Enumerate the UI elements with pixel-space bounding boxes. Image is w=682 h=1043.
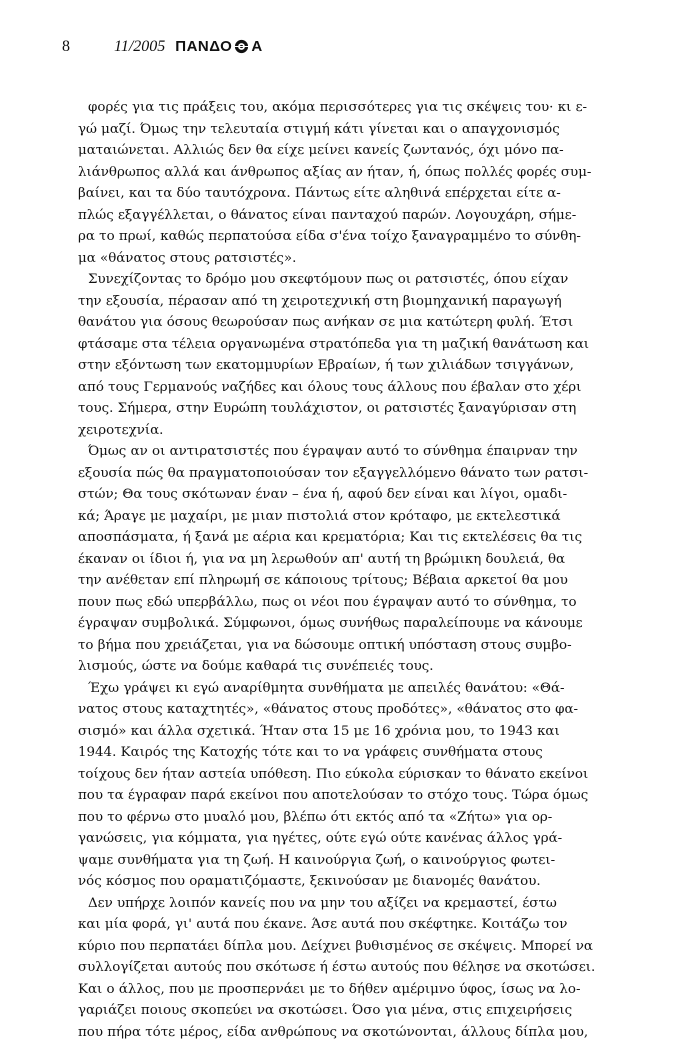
running-head xyxy=(62,38,263,56)
text-line: που τα έγραφαν παρά εκείνοι που αποτελούσαν το στόχο τους. Τώρα όμως xyxy=(78,785,638,807)
paragraph xyxy=(78,269,638,441)
text-line: πουν πως εδώ υπερβάλλω, πως οι νέοι που έγραψαν αυτό το σύνθημα, το xyxy=(78,592,638,614)
text-line: τους. Σήμερα, στην Ευρώπη τουλάχιστον, οι ρατσιστές ξαναγύρισαν στη xyxy=(78,398,638,420)
journal-title-right: Α xyxy=(251,38,262,55)
text-line: Και ο άλλος, που με προσπερνάει με το δήθεν αμέριμνο ύφος, ίσως να λο- xyxy=(78,979,638,1001)
text-line: έγραψαν συμβολικά. Σύμφωνοι, όμως συνήθως παραλείπουμε να κάνουμε xyxy=(78,613,638,635)
text-line: τοίχους δεν ήταν αστεία υπόθεση. Πιο εύκολα εύρισκαν το θάνατο εκείνοι xyxy=(78,764,638,786)
page-number: 8 xyxy=(62,38,114,56)
text-line: στην εξόντωση των εκατομμυρίων Εβραίων, ή των χιλιάδων τσιγγάνων, xyxy=(78,355,638,377)
paragraph xyxy=(78,97,638,269)
text-line: λισμούς, ώστε να δούμε καθαρά τις συνέπειές τους. xyxy=(78,656,638,678)
text-line: φτάσαμε στα τέλεια οργανωμένα στρατόπεδα για τη μαζική θανάτωση και xyxy=(78,334,638,356)
text-line: χειροτεχνία. xyxy=(78,420,638,442)
text-line: που πήρα τότε μέρος, είδα ανθρώπους να σκοτώνονται, άλλους δίπλα μου, xyxy=(78,1022,638,1043)
text-line: κά; Άραγε με μαχαίρι, με μιαν πιστολιά στον κρόταφο, με εκτελεστικά xyxy=(78,506,638,528)
text-line: αποσπάσματα, ή ξανά με αέρια και κρεματόρια; Και τις εκτελέσεις θα τις xyxy=(78,527,638,549)
text-line: λιάνθρωπος αλλά και άνθρωπος αξίας αν ήταν, ή, όπως πολλές φορές συμ- xyxy=(78,162,638,184)
text-line: νός κόσμος που οραματιζόμαστε, ξεκινούσαν με διανομές θανάτου. xyxy=(78,871,638,893)
paragraph xyxy=(78,678,638,893)
journal-title xyxy=(175,38,262,55)
text-line: εξουσία πώς θα πραγματοποιούσαν τον εξαγγελλόμενο θάνατο των ρατσι- xyxy=(78,463,638,485)
text-line: ρα το πρωί, καθώς περπατούσα είδα σ'ένα τοίχο ξαναγραμμένο το σύνθη- xyxy=(78,226,638,248)
text-line: φορές για τις πράξεις του, ακόμα περισσότερες για τις σκέψεις του· κι ε- xyxy=(78,97,638,119)
text-line: πλώς εξαγγέλλεται, ο θάνατος είναι πανταχού παρών. Λογουχάρη, σήμε- xyxy=(78,205,638,227)
text-line: και μία φορά, γι' αυτά που έκανε. Άσε αυτά που σκέφτηκε. Κοιτάζω τον xyxy=(78,914,638,936)
journal-title-left: ΠΑΝΔΟ xyxy=(175,38,232,55)
text-line: Έχω γράψει κι εγώ αναρίθμητα συνθήματα με απειλές θανάτου: «Θά- xyxy=(78,678,638,700)
text-line: την εξουσία, πέρασαν από τη χειροτεχνική στη βιομηχανική παραγωγή xyxy=(78,291,638,313)
text-line: μα «θάνατος στους ρατσιστές». xyxy=(78,248,638,270)
text-line: το βήμα που χρειάζεται, για να δώσουμε οπτική υπόσταση στους συμβο- xyxy=(78,635,638,657)
text-line: στών; Θα τους σκότωναν έναν – ένα ή, αφού δεν είναι και λίγοι, ομαδι- xyxy=(78,484,638,506)
text-line: νατος στους καταχτητές», «θάνατος στους προδότες», «θάνατος στο φα- xyxy=(78,699,638,721)
text-line: ματαιώνεται. Αλλιώς δεν θα είχε μείνει κανείς ζωντανός, όχι μόνο πα- xyxy=(78,140,638,162)
text-line: σισμό» και άλλα σχετικά. Ήταν στα 15 με 16 χρόνια μου, το 1943 και xyxy=(78,721,638,743)
text-line: γώ μαζί. Όμως την τελευταία στιγμή κάτι γίνεται και ο απαγχονισμός xyxy=(78,119,638,141)
article-body xyxy=(78,97,638,1043)
text-line: Συνεχίζοντας το δρόμο μου σκεφτόμουν πως οι ρατσιστές, όπου είχαν xyxy=(78,269,638,291)
text-line: Όμως αν οι αντιρατσιστές που έγραψαν αυτό το σύνθημα έπαιρναν την xyxy=(78,441,638,463)
text-line: γανώσεις, για κόμματα, για ηγέτες, ούτε εγώ ούτε κανένας άλλος γρά- xyxy=(78,828,638,850)
text-line: Δεν υπήρχε λοιπόν κανείς που να μην του αξίζει να κρεμαστεί, έστω xyxy=(78,893,638,915)
text-line: την ανέθεταν επί πληρωμή σε κάποιους τρίτους; Βέβαια αρκετοί θα μου xyxy=(78,570,638,592)
text-line: θανάτου για όσους θεωρούσαν πως ανήκαν σε μια κατώτερη φυλή. Έτσι xyxy=(78,312,638,334)
text-line: 1944. Καιρός της Κατοχής τότε και το να γράφεις συνθήματα στους xyxy=(78,742,638,764)
pandora-sun-logo-icon xyxy=(233,39,250,54)
paragraph xyxy=(78,893,638,1043)
text-line: συλλογίζεται αυτούς που σκότωσε ή έστω αυτούς που θέλησε να σκοτώσει. xyxy=(78,957,638,979)
text-line: γαριάζει ποιους σκοπεύει να σκοτώσει. Όσο για μένα, στις επιχειρήσεις xyxy=(78,1000,638,1022)
text-line: από τους Γερμανούς ναζήδες και όλους τους άλλους που έβαλαν στο χέρι xyxy=(78,377,638,399)
text-line: ψαμε συνθήματα για τη ζωή. Η καινούργια ζωή, ο καινούργιος φωτει- xyxy=(78,850,638,872)
text-line: βαίνει, και τα δύο ταυτόχρονα. Πάντως είτε αληθινά επέρχεται είτε α- xyxy=(78,183,638,205)
text-line: κύριο που περπατάει δίπλα μου. Δείχνει βυθισμένος σε σκέψεις. Μπορεί να xyxy=(78,936,638,958)
paragraph xyxy=(78,441,638,678)
text-line: που το φέρνω στο μυαλό μου, βλέπω ότι εκτός από τα «Ζήτω» για ορ- xyxy=(78,807,638,829)
text-line: έκαναν οι ίδιοι ή, για να μη λερωθούν απ' αυτή τη βρώμικη δουλειά, θα xyxy=(78,549,638,571)
issue-date: 11/2005 xyxy=(114,38,165,56)
